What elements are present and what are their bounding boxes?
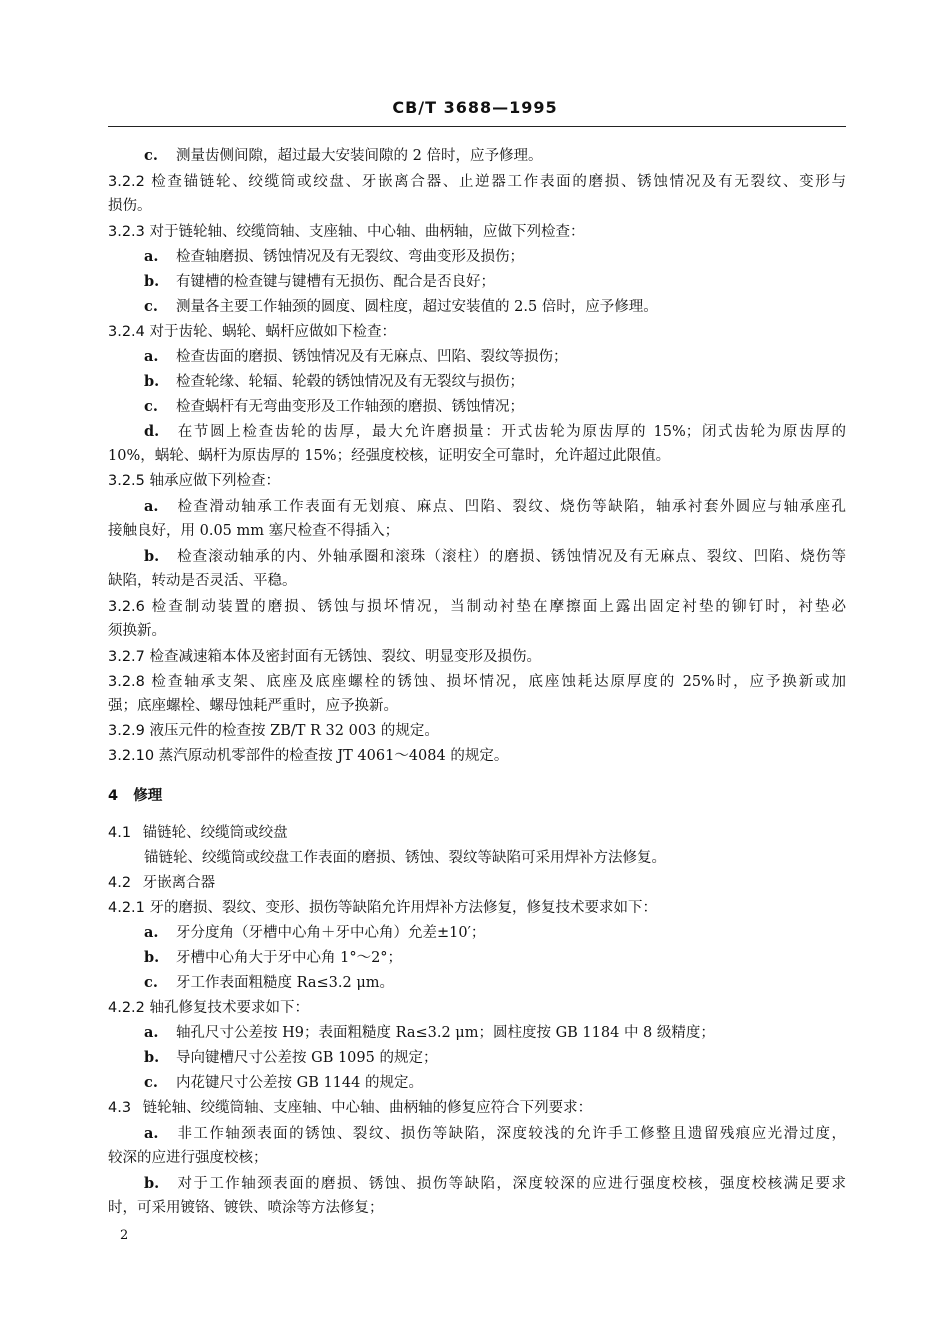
item-4-3-b xyxy=(144,1174,846,1194)
section-number: 4 xyxy=(108,788,119,804)
clause-3-2-6-cont: 须换新。 xyxy=(108,623,166,639)
clause-3-2-2-cont: 损伤。 xyxy=(108,198,152,214)
item-3-2-3-c xyxy=(144,297,658,317)
standard-number-header: CB/T 3688—1995 xyxy=(392,98,558,117)
clause-text: 对于齿轮、蜗轮、蜗杆应做如下检查： xyxy=(149,324,397,340)
item-label: a. xyxy=(144,1024,159,1041)
item-3-2-4-d xyxy=(144,422,846,442)
item-label: a. xyxy=(144,1125,159,1142)
clause-text: 蒸汽原动机零部件的检查按 JT 4061～4084 的规定。 xyxy=(158,748,509,764)
clause-text: 检查轴承支架、底座及底座螺栓的锈蚀、损坏情况，底座蚀耗达原厚度的 25%时，应予换新或加 xyxy=(151,674,847,690)
item-text: 在节圆上检查齿轮的齿厚，最大允许磨损量：开式齿轮为原齿厚的 15%；闭式齿轮为原齿厚的 xyxy=(176,424,846,440)
item-text: 牙分度角（牙槽中心角＋牙中心角）允差±10′； xyxy=(176,925,486,941)
item-c-backlash xyxy=(144,146,542,166)
clause-number: 4.1 xyxy=(108,825,132,841)
clause-3-2-9 xyxy=(108,721,439,741)
item-label: c. xyxy=(144,974,158,991)
clause-number: 3.2.5 xyxy=(108,473,145,489)
clause-3-2-8 xyxy=(108,672,846,692)
item-4-2-2-b xyxy=(144,1048,437,1068)
clause-3-2-6 xyxy=(108,597,846,617)
clause-text: 检查制动装置的磨损、锈蚀与损坏情况，当制动衬垫在摩擦面上露出固定衬垫的铆钉时，衬垫必 xyxy=(151,599,847,615)
clause-3-2-10 xyxy=(108,746,508,766)
item-text: 非工作轴颈表面的锈蚀、裂纹、损伤等缺陷，深度较浅的允许手工修整且遗留残痕应光滑过度， xyxy=(176,1126,846,1142)
clause-number: 3.2.2 xyxy=(108,174,145,190)
item-label: b. xyxy=(144,949,160,966)
clause-number: 3.2.3 xyxy=(108,224,145,240)
clause-3-2-8-cont: 强；底座螺栓、螺母蚀耗严重时，应予换新。 xyxy=(108,698,398,714)
item-label: c. xyxy=(144,147,158,164)
clause-number: 4.2 xyxy=(108,875,132,891)
clause-number: 3.2.7 xyxy=(108,649,145,665)
item-label: b. xyxy=(144,1049,160,1066)
clause-text: 链轮轴、绞缆筒轴、支座轴、中心轴、曲柄轴的修复应符合下列要求： xyxy=(142,1100,593,1116)
item-text: 内花键尺寸公差按 GB 1144 的规定。 xyxy=(176,1075,423,1091)
item-label: c. xyxy=(144,298,158,315)
item-text: 检查轴磨损、锈蚀情况及有无裂纹、弯曲变形及损伤； xyxy=(176,249,524,265)
item-label: b. xyxy=(144,548,160,565)
item-3-2-4-b xyxy=(144,372,524,392)
clause-4-2-1 xyxy=(108,898,657,918)
item-label: d. xyxy=(144,423,160,440)
clause-text: 轴承应做下列检查： xyxy=(149,473,281,489)
item-text: 测量各主要工作轴颈的圆度、圆柱度，超过安装值的 2.5 倍时，应予修理。 xyxy=(176,299,658,315)
clause-text: 检查锚链轮、绞缆筒或绞盘、牙嵌离合器、止逆器工作表面的磨损、锈蚀情况及有无裂纹、变形与 xyxy=(151,174,847,190)
item-text: 牙工作表面粗糙度 Ra≤3.2 μm。 xyxy=(176,975,394,991)
clause-text: 牙的磨损、裂纹、变形、损伤等缺陷允许用焊补方法修复，修复技术要求如下： xyxy=(149,900,658,916)
clause-4-3 xyxy=(108,1098,592,1118)
clause-number: 3.2.10 xyxy=(108,748,155,764)
item-3-2-3-b xyxy=(144,272,495,292)
clause-number: 3.2.6 xyxy=(108,599,145,615)
item-label: a. xyxy=(144,924,159,941)
item-label: a. xyxy=(144,498,159,515)
item-label: a. xyxy=(144,248,159,265)
item-text: 牙槽中心角大于牙中心角 1°～2°； xyxy=(176,950,403,966)
item-3-2-5-a-cont: 接触良好，用 0.05 mm 塞尺检查不得插入； xyxy=(108,523,400,539)
item-3-2-4-c xyxy=(144,397,524,417)
clause-text: 牙嵌离合器 xyxy=(142,875,216,891)
clause-3-2-5 xyxy=(108,471,280,491)
clause-4-1-paragraph: 锚链轮、绞缆筒或绞盘工作表面的磨损、锈蚀、裂纹等缺陷可采用焊补方法修复。 xyxy=(144,850,666,866)
clause-number: 4.3 xyxy=(108,1100,132,1116)
item-3-2-5-b-cont: 缺陷，转动是否灵活、平稳。 xyxy=(108,573,297,589)
header-rule xyxy=(108,126,846,127)
item-text: 导向键槽尺寸公差按 GB 1095 的规定； xyxy=(176,1050,438,1066)
clause-number: 3.2.4 xyxy=(108,324,145,340)
item-3-2-3-a xyxy=(144,247,524,267)
clause-number: 4.2.2 xyxy=(108,1000,145,1016)
item-label: c. xyxy=(144,398,158,415)
clause-text: 对于链轮轴、绞缆筒轴、支座轴、中心轴、曲柄轴，应做下列检查： xyxy=(149,224,585,240)
item-4-2-1-a xyxy=(144,923,485,943)
item-label: c. xyxy=(144,1074,158,1091)
item-text: 检查滚动轴承的内、外轴承圈和滚珠（滚柱）的磨损、锈蚀情况及有无麻点、裂纹、凹陷、烧伤等 xyxy=(176,549,846,565)
item-text: 检查齿面的磨损、锈蚀情况及有无麻点、凹陷、裂纹等损伤； xyxy=(176,349,568,365)
item-4-3-a xyxy=(144,1124,846,1144)
item-text: 检查蜗杆有无弯曲变形及工作轴颈的磨损、锈蚀情况； xyxy=(176,399,524,415)
section-4-heading xyxy=(108,786,162,806)
item-4-3-a-cont: 较深的应进行强度校核； xyxy=(108,1150,268,1166)
item-text: 检查轮缘、轮辐、轮毂的锈蚀情况及有无裂纹与损伤； xyxy=(176,374,524,390)
item-4-2-1-c xyxy=(144,973,394,993)
clause-number: 4.2.1 xyxy=(108,900,145,916)
item-text: 轴孔尺寸公差按 H9；表面粗糙度 Ra≤3.2 μm；圆柱度按 GB 1184 中 8 级精度； xyxy=(176,1025,715,1041)
item-3-2-5-a xyxy=(144,497,846,517)
clause-4-2 xyxy=(108,873,215,893)
item-4-3-b-cont: 时，可采用镀铬、镀铁、喷涂等方法修复； xyxy=(108,1200,384,1216)
item-text: 有键槽的检查键与键槽有无损伤、配合是否良好； xyxy=(176,274,495,290)
item-3-2-5-b xyxy=(144,547,846,567)
item-text: 检查滑动轴承工作表面有无划痕、麻点、凹陷、裂纹、烧伤等缺陷，轴承衬套外圆应与轴承座孔 xyxy=(176,499,846,515)
item-text: 测量齿侧间隙，超过最大安装间隙的 2 倍时，应予修理。 xyxy=(176,148,543,164)
item-4-2-2-c xyxy=(144,1073,423,1093)
item-4-2-1-b xyxy=(144,948,402,968)
item-label: b. xyxy=(144,1175,160,1192)
clause-text: 液压元件的检查按 ZB/T R 32 003 的规定。 xyxy=(149,723,439,739)
item-3-2-4-a xyxy=(144,347,568,367)
page-number: 2 xyxy=(120,1228,129,1243)
clause-number: 3.2.8 xyxy=(108,674,145,690)
item-label: a. xyxy=(144,348,159,365)
section-title: 修理 xyxy=(133,788,163,804)
item-text: 对于工作轴颈表面的磨损、锈蚀、损伤等缺陷，深度较深的应进行强度校核，强度校核满足要求 xyxy=(176,1176,846,1192)
clause-3-2-4 xyxy=(108,322,396,342)
clause-text: 轴孔修复技术要求如下： xyxy=(149,1000,310,1016)
item-3-2-4-d-cont: 10%，蜗轮、蜗杆为原齿厚的 15%；经强度校核，证明安全可靠时，允许超过此限值。 xyxy=(108,448,671,464)
clause-number: 3.2.9 xyxy=(108,723,145,739)
clause-3-2-2 xyxy=(108,172,846,192)
clause-3-2-3 xyxy=(108,222,585,242)
item-label: b. xyxy=(144,273,160,290)
item-label: b. xyxy=(144,373,160,390)
clause-3-2-7 xyxy=(108,647,541,667)
clause-text: 锚链轮、绞缆筒或绞盘 xyxy=(142,825,288,841)
item-4-2-2-a xyxy=(144,1023,715,1043)
clause-4-1 xyxy=(108,823,288,843)
clause-4-2-2 xyxy=(108,998,309,1018)
clause-text: 检查减速箱本体及密封面有无锈蚀、裂纹、明显变形及损伤。 xyxy=(149,649,542,665)
